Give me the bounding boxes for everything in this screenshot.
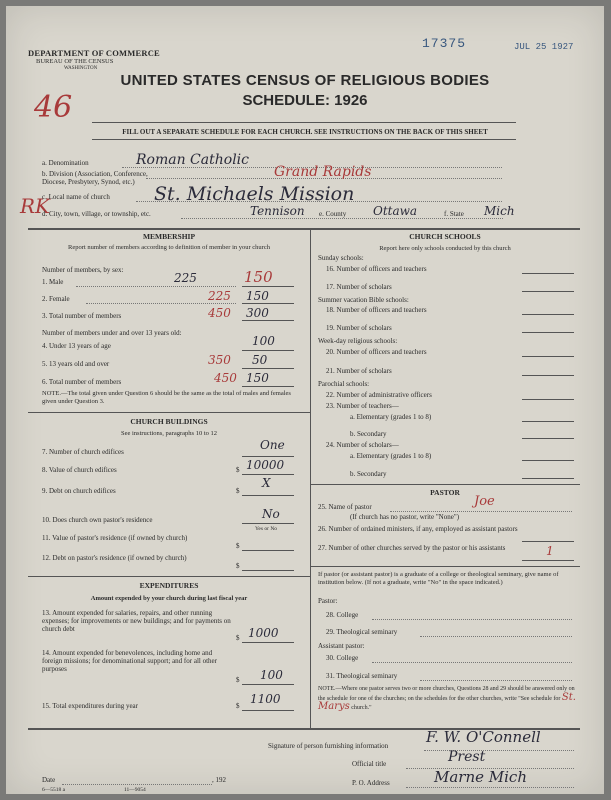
pastor-heading: PASTOR xyxy=(430,488,460,497)
stamp-date: JUL 25 1927 xyxy=(514,42,574,52)
q12-label: 12. Debt on pastor's residence (if owned by church) xyxy=(42,554,187,562)
denomination-value[interactable]: Roman Catholic xyxy=(136,152,249,168)
pastor-note-value[interactable]: St. Marys xyxy=(318,691,576,712)
membership-note: NOTE.—The total given under Question 6 should be the same as the total of males and females given under Question 3. xyxy=(42,390,291,405)
county-label: e. County xyxy=(319,210,347,218)
by-sex-label: Number of members, by sex: xyxy=(42,266,124,274)
pastor-note-text: NOTE.—Where one pastor serves two or more churches, Questions 28 and 29 should be answered only on the schedule for one of the churches; on the schedules for the other churches, write "See schedule for xyxy=(318,686,575,702)
city-label: d. City, town, village, or township, etc. xyxy=(42,210,151,218)
pastor-note-end: church." xyxy=(351,705,372,711)
assistant-pastor-subheading: Assistant pastor: xyxy=(318,642,365,650)
form-subtitle: SCHEDULE: 1926 xyxy=(242,92,368,109)
address-value[interactable]: Marne Mich xyxy=(434,768,527,786)
q23-label: 23. Number of teachers— xyxy=(326,402,399,410)
state-value[interactable]: Mich xyxy=(484,204,515,218)
q25-label: 25. Name of pastor xyxy=(318,503,372,511)
over13-label: 5. 13 years old and over xyxy=(42,360,110,368)
male-label: 1. Male xyxy=(42,278,64,286)
q18-label: 18. Number of officers and teachers xyxy=(326,306,427,314)
female-label: 2. Female xyxy=(42,295,70,303)
q21-label: 21. Number of scholars xyxy=(326,367,392,375)
buildings-heading: CHURCH BUILDINGS xyxy=(130,417,208,426)
signature-value[interactable]: F. W. O'Connell xyxy=(426,728,541,746)
q17-label: 17. Number of scholars xyxy=(326,283,392,291)
schools-instruction: Report here only schools conducted by this church xyxy=(379,245,511,252)
q20-label: 20. Number of officers and teachers xyxy=(326,348,427,356)
q7-value[interactable]: One xyxy=(260,438,285,452)
sunday-schools-label: Sunday schools: xyxy=(318,254,364,262)
city-value[interactable]: Tennison xyxy=(250,204,305,218)
q24b-label: b. Secondary xyxy=(350,470,387,478)
total-members-value[interactable]: 300 xyxy=(246,306,269,320)
q8-value[interactable]: 10000 xyxy=(246,458,285,472)
q14-label: 14. Amount expended for benevolences, including home and foreign missions; for denominational support; and for all other purposes xyxy=(42,649,217,673)
over13-value[interactable]: 350 xyxy=(208,353,231,367)
q28-label: 28. College xyxy=(326,611,359,619)
q11-dollar: $ xyxy=(236,542,240,550)
yes-no-hint: Yes or No xyxy=(255,526,278,532)
q15-dollar: $ xyxy=(236,702,240,710)
age-label: Number of members under and over 13 years old: xyxy=(42,329,182,337)
q15-label: 15. Total expenditures during year xyxy=(42,702,138,710)
male-value[interactable]: 150 xyxy=(244,268,273,286)
state-label: f. State xyxy=(444,210,464,218)
q14-value[interactable]: 100 xyxy=(260,668,283,682)
under13-value[interactable]: 100 xyxy=(252,334,275,348)
official-title-label: Official title xyxy=(352,760,387,768)
under13-label: 4. Under 13 years of age xyxy=(42,342,111,350)
q27-value[interactable]: 1 xyxy=(546,544,554,558)
total-alt-value: 450 xyxy=(208,306,231,320)
date-label: Date xyxy=(42,776,56,784)
vacation-schools-label: Summer vacation Bible schools: xyxy=(318,296,409,304)
form-title: UNITED STATES CENSUS OF RELIGIOUS BODIES xyxy=(120,72,490,89)
official-title-value[interactable]: Prest xyxy=(448,749,486,765)
q31-label: 31. Theological seminary xyxy=(326,672,398,680)
bureau-name: BUREAU OF THE CENSUS xyxy=(36,58,114,65)
q8-dollar: $ xyxy=(236,466,240,474)
total6-value[interactable]: 450 xyxy=(214,371,237,385)
q15-value[interactable]: 1100 xyxy=(250,692,281,706)
buildings-instruction: See instructions, paragraphs 10 to 12 xyxy=(120,430,218,437)
q13-label: 13. Amount expended for salaries, repairs, and other running expenses; for improvements or new buildings; and for payments on church debt xyxy=(42,609,231,633)
expenditures-instruction: Amount expended by your church during last fiscal year xyxy=(90,595,248,602)
q23a-label: a. Elementary (grades 1 to 8) xyxy=(350,413,432,421)
denomination-label: a. Denomination xyxy=(42,159,89,167)
q9-label: 9. Debt on church edifices xyxy=(42,487,116,495)
female-alt-value: 225 xyxy=(208,289,231,303)
q10-label: 10. Does church own pastor's residence xyxy=(42,516,153,524)
local-name-label: c. Local name of church xyxy=(42,193,110,201)
q10-value[interactable]: No xyxy=(262,507,280,521)
membership-instruction: Report number of members according to definition of member in your church xyxy=(68,244,270,251)
department-name: DEPARTMENT OF COMMERCE xyxy=(28,48,160,58)
margin-number: 46 xyxy=(34,90,73,125)
membership-heading: MEMBERSHIP xyxy=(142,232,196,241)
q9-dollar: $ xyxy=(236,487,240,495)
q19-label: 19. Number of scholars xyxy=(326,324,392,332)
expenditures-heading: EXPENDITURES xyxy=(139,581,199,590)
margin-mark: RK xyxy=(20,194,50,218)
q7-label: 7. Number of church edifices xyxy=(42,448,124,456)
division-label: b. Division (Association, Conference, Diocese, Presbytery, Synod, etc.) xyxy=(42,170,148,186)
q8-label: 8. Value of church edifices xyxy=(42,466,117,474)
q22-label: 22. Number of administrative officers xyxy=(326,391,432,399)
q27-label: 27. Number of other churches served by the pastor or his assistants xyxy=(318,544,506,552)
q26-label: 26. Number of ordained ministers, if any, employed as assistant pastors xyxy=(318,525,518,533)
total6-label: 6. Total number of members xyxy=(42,378,122,386)
q24-label: 24. Number of scholars— xyxy=(326,441,399,449)
parochial-schools-label: Parochial schools: xyxy=(318,380,370,388)
q11-label: 11. Value of pastor's residence (if owned by church) xyxy=(42,534,188,542)
form-code: 6—5518 a xyxy=(42,787,66,793)
q25-note: (If church has no pastor, write "None") xyxy=(350,513,460,521)
weekday-schools-label: Week-day religious schools: xyxy=(318,337,398,345)
signature-label: Signature of person furnishing information xyxy=(268,742,389,750)
q13-dollar: $ xyxy=(236,634,240,642)
total6-alt-value: 150 xyxy=(246,371,269,385)
county-value[interactable]: Ottawa xyxy=(373,204,418,218)
q14-dollar: $ xyxy=(236,676,240,684)
schools-heading: CHURCH SCHOOLS xyxy=(409,232,481,241)
form-instructions: FILL OUT A SEPARATE SCHEDULE FOR EACH CHURCH. SEE INSTRUCTIONS ON THE BACK OF THIS SHEET xyxy=(122,128,488,136)
pastor-subheading: Pastor: xyxy=(318,597,338,605)
stamp-number: 17375 xyxy=(422,36,467,51)
q23b-label: b. Secondary xyxy=(350,430,387,438)
local-name-value[interactable]: St. Michaels Mission xyxy=(154,183,355,205)
q13-value[interactable]: 1000 xyxy=(248,626,279,640)
city-name: WASHINGTON xyxy=(64,66,98,71)
q9-value[interactable]: X xyxy=(262,476,271,490)
q24a-label: a. Elementary (grades 1 to 8) xyxy=(350,452,432,460)
pastor-note xyxy=(318,686,576,713)
q25-value[interactable]: Joe xyxy=(474,494,495,509)
female-value[interactable]: 150 xyxy=(246,289,269,303)
form-code-2: 11—9054 xyxy=(124,787,146,793)
q30-label: 30. College xyxy=(326,654,359,662)
q29-label: 29. Theological seminary xyxy=(326,628,398,636)
graduate-note: If pastor (or assistant pastor) is a graduate of a college or theological seminary, give name of institution below. (If not a graduate, write "No" in the space indicated.) xyxy=(318,571,559,586)
census-schedule-sheet xyxy=(6,6,604,794)
date-year: , 192 xyxy=(212,776,226,784)
q12-dollar: $ xyxy=(236,562,240,570)
over13-alt-value: 50 xyxy=(252,353,268,367)
male-alt-value: 225 xyxy=(174,271,197,285)
division-value[interactable]: Grand Rapids xyxy=(274,164,372,180)
q16-label: 16. Number of officers and teachers xyxy=(326,265,427,273)
total-members-label: 3. Total number of members xyxy=(42,312,122,320)
address-label: P. O. Address xyxy=(352,779,390,787)
